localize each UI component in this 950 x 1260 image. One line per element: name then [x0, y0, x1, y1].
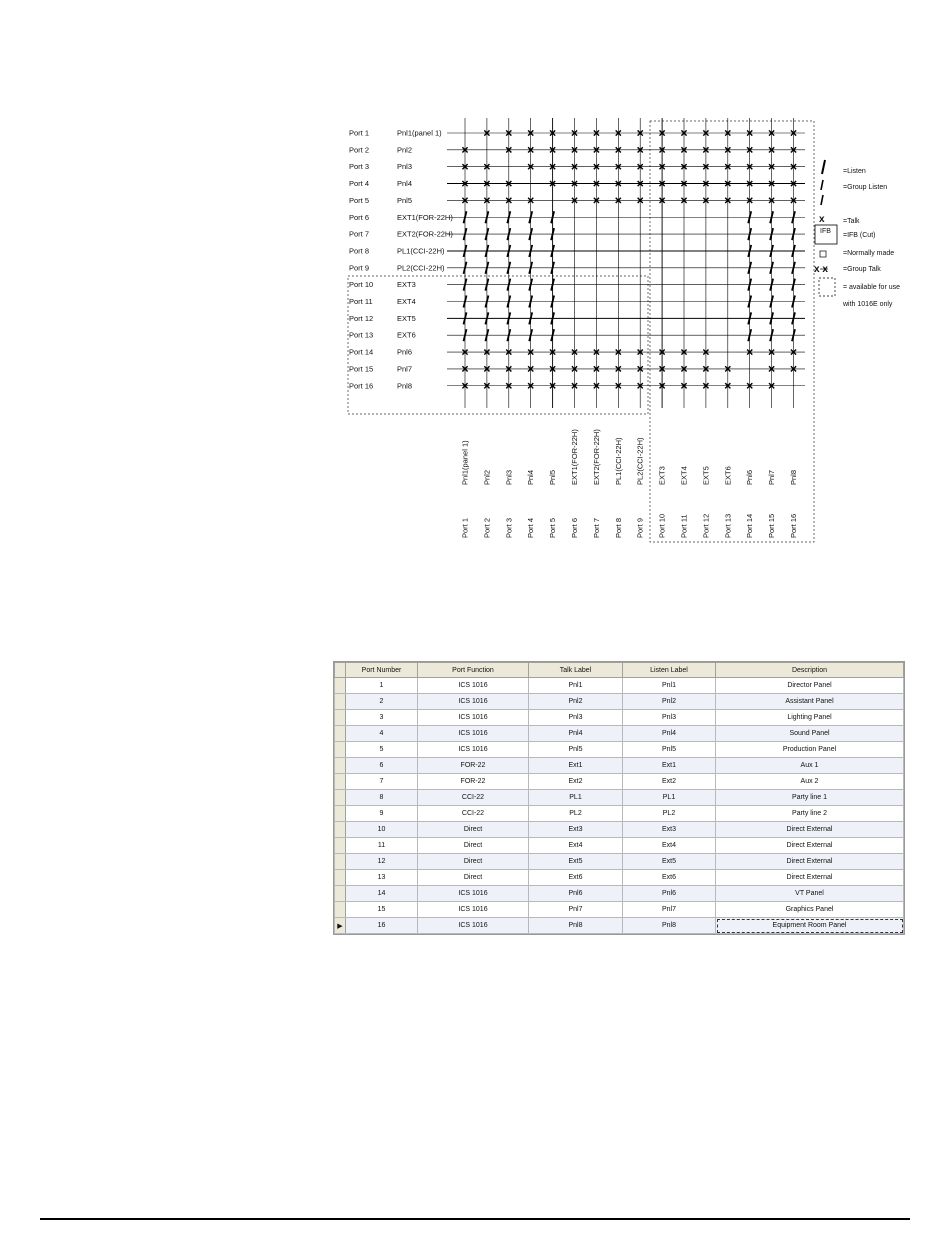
- description-cell[interactable]: Sound Panel: [716, 726, 904, 742]
- description-cell[interactable]: Assistant Panel: [716, 694, 904, 710]
- table-row[interactable]: [335, 678, 904, 694]
- legend-group-listen: =Group Listen: [843, 184, 888, 191]
- table-row[interactable]: [335, 790, 904, 806]
- group-listen-symbol-b: [821, 195, 823, 205]
- row-device-label: PL1(CCI-22H): [397, 246, 445, 256]
- column-port-label: Port 1: [460, 517, 470, 538]
- talk-label-cell[interactable]: Pnl3: [529, 710, 623, 726]
- legend-normally-made: =Normally made: [843, 250, 895, 257]
- table-row[interactable]: [335, 870, 904, 886]
- talk-label-cell[interactable]: Pnl6: [529, 886, 623, 902]
- row-selector[interactable]: ▶: [335, 918, 346, 934]
- listen-label-cell[interactable]: Pnl3: [623, 710, 716, 726]
- legend-available-line2: with 1016E only: [843, 301, 893, 308]
- port-number-cell[interactable]: 12: [346, 854, 418, 870]
- column-device-label: EXT5: [701, 466, 711, 485]
- listen-label-cell[interactable]: Pnl2: [623, 694, 716, 710]
- table-body: [335, 678, 904, 934]
- listen-label-cell[interactable]: Ext3: [623, 822, 716, 838]
- legend-ifb: =IFB (Cut): [843, 232, 876, 239]
- column-header-description[interactable]: Description: [716, 663, 904, 678]
- port-function-cell[interactable]: CCI-22: [418, 790, 529, 806]
- column-device-label: Pnl2: [482, 469, 492, 485]
- table-row[interactable]: [335, 742, 904, 758]
- row-selector[interactable]: [335, 710, 346, 726]
- available-symbol: [819, 278, 835, 296]
- column-device-label: PL2(CCI-22H): [635, 437, 645, 485]
- talk-label-cell[interactable]: Pnl1: [529, 678, 623, 694]
- row-selector[interactable]: [335, 886, 346, 902]
- description-cell[interactable]: Production Panel: [716, 742, 904, 758]
- port-function-cell[interactable]: Direct: [418, 838, 529, 854]
- port-number-cell[interactable]: 9: [346, 806, 418, 822]
- description-cell[interactable]: Graphics Panel: [716, 902, 904, 918]
- column-port-label: Port 14: [745, 513, 755, 538]
- row-port-label: Port 12: [349, 313, 374, 323]
- port-function-cell[interactable]: ICS 1016: [418, 918, 529, 934]
- column-port-label: Port 13: [723, 513, 733, 538]
- column-device-label: EXT3: [657, 466, 667, 485]
- talk-label-cell[interactable]: Pnl2: [529, 694, 623, 710]
- row-device-label: Pnl5: [397, 195, 413, 205]
- column-device-label: EXT6: [723, 466, 733, 485]
- column-device-label: PL1(CCI-22H): [613, 437, 623, 485]
- row-device-label: EXT4: [397, 297, 416, 306]
- column-device-label: EXT2(FOR-22H): [591, 429, 601, 485]
- row-selector[interactable]: [335, 806, 346, 822]
- talk-label-cell[interactable]: Pnl5: [529, 742, 623, 758]
- port-number-cell[interactable]: 14: [346, 886, 418, 902]
- listen-label-cell[interactable]: Ext4: [623, 838, 716, 854]
- port-function-cell[interactable]: ICS 1016: [418, 694, 529, 710]
- port-number-cell[interactable]: 7: [346, 774, 418, 790]
- table-row[interactable]: [335, 854, 904, 870]
- column-device-label: Pnl8: [789, 469, 798, 485]
- row-selector[interactable]: [335, 742, 346, 758]
- listen-label-cell[interactable]: Pnl1: [623, 678, 716, 694]
- column-header-port-number[interactable]: Port Number: [346, 663, 418, 678]
- listen-label-cell[interactable]: PL1: [623, 790, 716, 806]
- row-device-label: Pnl8: [397, 381, 413, 391]
- table-row[interactable]: [335, 902, 904, 918]
- listen-symbol: [822, 160, 825, 174]
- description-cell[interactable]: Direct External: [716, 838, 904, 854]
- port-number-cell[interactable]: 16: [346, 918, 418, 934]
- row-port-label: Port 3: [349, 162, 370, 172]
- table-row[interactable]: [335, 886, 904, 902]
- column-device-label: Pnl3: [504, 469, 514, 485]
- port-function-cell[interactable]: Direct: [418, 854, 529, 870]
- legend-listen: =Listen: [843, 168, 866, 175]
- column-device-label: EXT4: [679, 466, 689, 485]
- row-port-label: Port 2: [349, 145, 370, 155]
- port-number-cell[interactable]: 1: [346, 678, 418, 694]
- description-cell[interactable]: Party line 2: [716, 806, 904, 822]
- listen-label-cell[interactable]: Ext2: [623, 774, 716, 790]
- row-device-label: Pnl4: [397, 179, 413, 189]
- table-row[interactable]: [335, 822, 904, 838]
- listen-label-cell[interactable]: Ext6: [623, 870, 716, 886]
- description-cell[interactable]: Aux 1: [716, 758, 904, 774]
- column-device-label: Pnl5: [548, 469, 558, 485]
- talk-label-cell[interactable]: Ext1: [529, 758, 623, 774]
- column-port-label: Port 2: [482, 517, 492, 538]
- row-selector[interactable]: [335, 774, 346, 790]
- table-row[interactable]: [335, 694, 904, 710]
- port-number-cell[interactable]: 10: [346, 822, 418, 838]
- port-function-cell[interactable]: ICS 1016: [418, 886, 529, 902]
- row-port-label: Port 14: [349, 347, 374, 357]
- port-number-cell[interactable]: 2: [346, 694, 418, 710]
- table-row[interactable]: [335, 726, 904, 742]
- listen-label-cell[interactable]: Pnl5: [623, 742, 716, 758]
- table-row[interactable]: [335, 758, 904, 774]
- port-number-cell[interactable]: 5: [346, 742, 418, 758]
- row-port-label: Port 11: [349, 297, 373, 306]
- crosspoint-matrix-diagram: [0, 0, 950, 560]
- row-port-label: Port 10: [349, 280, 374, 290]
- column-port-label: Port 12: [701, 513, 711, 538]
- column-port-label: Port 6: [570, 517, 579, 538]
- port-number-cell[interactable]: 8: [346, 790, 418, 806]
- column-device-label: EXT1(FOR-22H): [570, 429, 579, 485]
- row-device-label: PL2(CCI-22H): [397, 263, 445, 273]
- talk-label-cell[interactable]: PL1: [529, 790, 623, 806]
- listen-label-cell[interactable]: Pnl7: [623, 902, 716, 918]
- port-number-cell[interactable]: 13: [346, 870, 418, 886]
- listen-label-cell[interactable]: Ext5: [623, 854, 716, 870]
- column-port-label: Port 5: [548, 517, 558, 538]
- ifb-symbol-label: IFB: [820, 228, 831, 235]
- column-port-label: Port 4: [526, 517, 536, 538]
- column-device-label: Pnl7: [767, 469, 777, 485]
- row-device-label: Pnl1(panel 1): [397, 128, 442, 138]
- row-indicator-header: [335, 663, 346, 678]
- table-row[interactable]: [335, 838, 904, 854]
- port-table: [334, 662, 904, 934]
- description-cell[interactable]: Director Panel: [716, 678, 904, 694]
- port-number-cell[interactable]: 4: [346, 726, 418, 742]
- port-number-cell[interactable]: 11: [346, 838, 418, 854]
- row-port-label: Port 15: [349, 364, 374, 374]
- port-function-cell[interactable]: CCI-22: [418, 806, 529, 822]
- row-selector[interactable]: [335, 694, 346, 710]
- talk-label-cell[interactable]: Ext2: [529, 774, 623, 790]
- table-header-row: [335, 663, 904, 678]
- column-device-label: Pnl1(panel 1): [460, 440, 470, 485]
- row-device-label: EXT1(FOR-22H): [397, 212, 453, 222]
- listen-label-cell[interactable]: Pnl4: [623, 726, 716, 742]
- talk-label-cell[interactable]: Ext5: [529, 854, 623, 870]
- row-selector[interactable]: [335, 822, 346, 838]
- normally-made-symbol: [820, 251, 826, 257]
- row-port-label: Port 16: [349, 381, 374, 391]
- column-port-label: Port 9: [635, 517, 645, 538]
- description-cell[interactable]: VT Panel: [716, 886, 904, 902]
- row-device-label: EXT3: [397, 280, 416, 290]
- table-row[interactable]: [335, 710, 904, 726]
- description-cell[interactable]: Aux 2: [716, 774, 904, 790]
- port-function-cell[interactable]: ICS 1016: [418, 726, 529, 742]
- talk-label-cell[interactable]: Pnl8: [529, 918, 623, 934]
- port-function-cell[interactable]: ICS 1016: [418, 902, 529, 918]
- description-cell[interactable]: Party line 1: [716, 790, 904, 806]
- description-cell[interactable]: Direct External: [716, 854, 904, 870]
- column-port-label: Port 15: [767, 513, 777, 538]
- talk-label-cell[interactable]: Ext3: [529, 822, 623, 838]
- port-configuration-grid: [333, 661, 905, 935]
- row-port-label: Port 7: [349, 229, 370, 239]
- listen-label-cell[interactable]: PL2: [623, 806, 716, 822]
- row-selector[interactable]: [335, 726, 346, 742]
- row-port-label: Port 9: [349, 263, 370, 273]
- port-function-cell[interactable]: ICS 1016: [418, 678, 529, 694]
- column-port-label: Port 16: [789, 513, 798, 538]
- row-port-label: Port 5: [349, 195, 370, 205]
- row-device-label: EXT5: [397, 313, 416, 323]
- row-selector[interactable]: [335, 678, 346, 694]
- column-header-talk-label[interactable]: Talk Label: [529, 663, 623, 678]
- row-selector[interactable]: [335, 838, 346, 854]
- listen-label-cell[interactable]: Ext1: [623, 758, 716, 774]
- row-device-label: EXT6: [397, 330, 416, 340]
- description-cell[interactable]: Lighting Panel: [716, 710, 904, 726]
- port-number-cell[interactable]: 3: [346, 710, 418, 726]
- table-row[interactable]: [335, 918, 904, 934]
- table-row[interactable]: [335, 806, 904, 822]
- row-port-label: Port 1: [349, 128, 370, 138]
- row-device-label: Pnl6: [397, 347, 413, 357]
- port-function-cell[interactable]: ICS 1016: [418, 742, 529, 758]
- talk-symbol: x: [819, 214, 825, 225]
- port-function-cell[interactable]: Direct: [418, 822, 529, 838]
- row-selector[interactable]: [335, 758, 346, 774]
- row-device-label: EXT2(FOR-22H): [397, 229, 453, 239]
- column-header-listen-label[interactable]: Listen Label: [623, 663, 716, 678]
- row-selector[interactable]: [335, 790, 346, 806]
- row-port-label: Port 4: [349, 179, 370, 189]
- legend-talk: =Talk: [843, 218, 860, 225]
- footer-rule: [40, 1218, 910, 1220]
- expansion-rows-box: [348, 276, 648, 414]
- column-header-port-function[interactable]: Port Function: [418, 663, 529, 678]
- column-port-label: Port 8: [613, 517, 623, 538]
- description-cell[interactable]: Direct External: [716, 822, 904, 838]
- talk-label-cell[interactable]: Ext6: [529, 870, 623, 886]
- row-device-label: Pnl3: [397, 162, 413, 172]
- column-port-label: Port 7: [591, 517, 601, 538]
- row-selector[interactable]: [335, 854, 346, 870]
- talk-label-cell[interactable]: PL2: [529, 806, 623, 822]
- port-function-cell[interactable]: FOR-22: [418, 774, 529, 790]
- port-function-cell[interactable]: ICS 1016: [418, 710, 529, 726]
- port-number-cell[interactable]: 6: [346, 758, 418, 774]
- row-port-label: Port 8: [349, 246, 370, 256]
- talk-label-cell[interactable]: Ext4: [529, 838, 623, 854]
- port-function-cell[interactable]: FOR-22: [418, 758, 529, 774]
- column-device-label: Pnl6: [745, 469, 755, 485]
- column-port-label: Port 11: [679, 514, 689, 538]
- row-port-label: Port 13: [349, 330, 374, 340]
- column-port-label: Port 3: [504, 517, 514, 538]
- port-number-cell[interactable]: 15: [346, 902, 418, 918]
- row-selector[interactable]: [335, 902, 346, 918]
- group-listen-symbol-a: [821, 180, 823, 190]
- description-cell[interactable]: Equipment Room Panel: [716, 918, 904, 934]
- talk-label-cell[interactable]: Pnl7: [529, 902, 623, 918]
- column-device-label: Pnl4: [526, 469, 536, 485]
- legend-group-talk: =Group Talk: [843, 266, 881, 273]
- row-selector[interactable]: [335, 870, 346, 886]
- table-row[interactable]: [335, 774, 904, 790]
- row-device-label: Pnl2: [397, 145, 413, 155]
- row-port-label: Port 6: [349, 212, 370, 222]
- row-device-label: Pnl7: [397, 364, 413, 374]
- talk-label-cell[interactable]: Pnl4: [529, 726, 623, 742]
- legend-available-line1: = available for use: [843, 284, 901, 291]
- port-function-cell[interactable]: Direct: [418, 870, 529, 886]
- group-talk-symbol: x x: [814, 264, 828, 275]
- column-port-label: Port 10: [657, 513, 667, 538]
- listen-label-cell[interactable]: Pnl6: [623, 886, 716, 902]
- description-cell[interactable]: Direct External: [716, 870, 904, 886]
- listen-label-cell[interactable]: Pnl8: [623, 918, 716, 934]
